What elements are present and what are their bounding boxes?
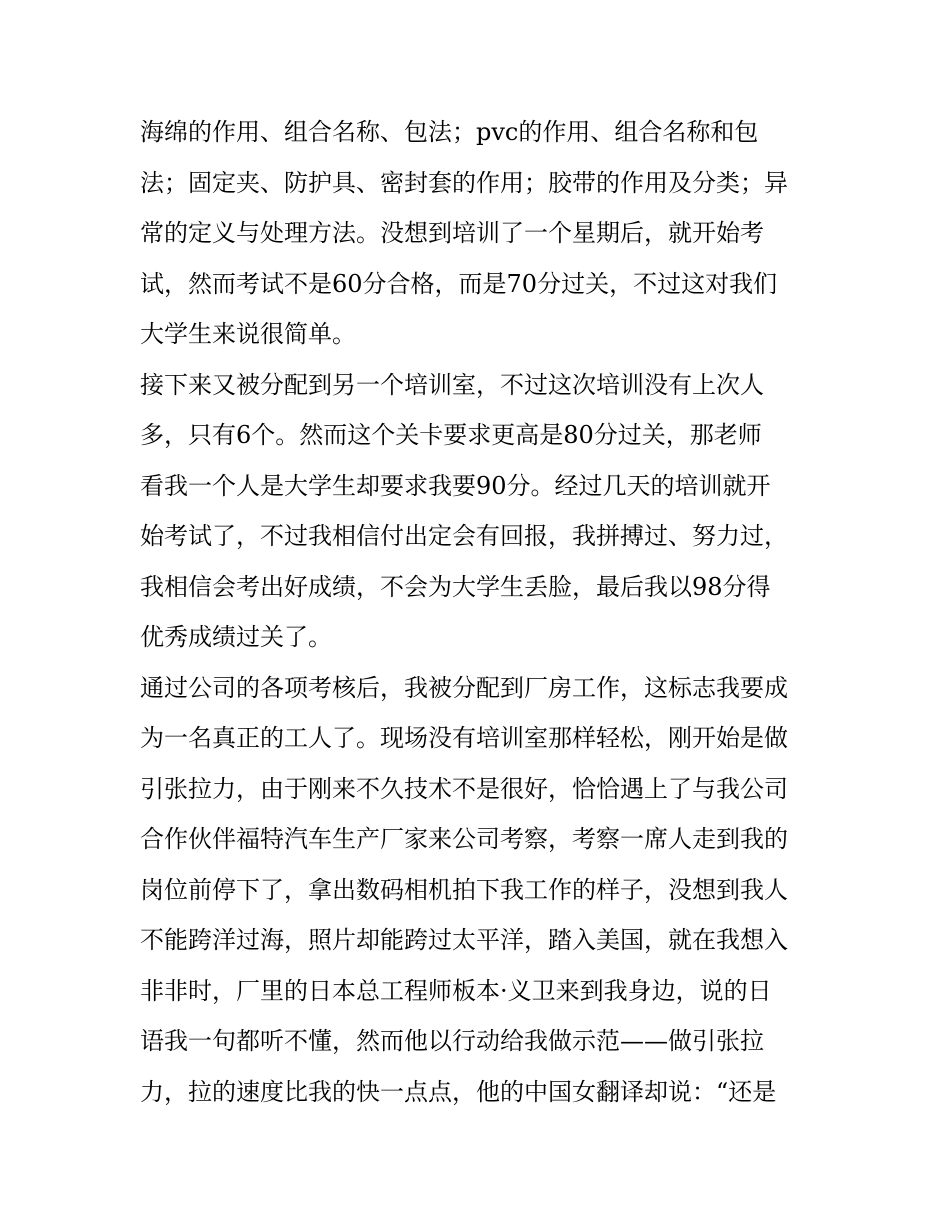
text-line: 非非时，厂里的日本总工程师板本·义卫来到我身边，说的日: [140, 976, 772, 1005]
text-line: 多，只有6个。然而这个关卡要求更高是80分过关，那老师: [140, 421, 762, 449]
text-line: 接下来又被分配到另一个培训室，不过这次培训没有上次人: [140, 370, 764, 399]
text-line: 通过公司的各项考核后，我被分配到厂房工作，这标志我要成: [140, 673, 788, 702]
text-line: 合作伙伴福特汽车生产厂家来公司考察，考察一席人走到我的: [140, 825, 788, 853]
text-line: 我相信会考出好成绩，不会为大学生丢脸，最后我以98分得: [140, 572, 771, 601]
text-line: 不能跨洋过海，照片却能跨过太平洋，踏入美国，就在我想入: [140, 926, 788, 954]
text-line: 看我一个人是大学生却要求我要90分。经过几天的培训就开: [140, 471, 771, 500]
text-line: 语我一句都听不懂，然而他以行动给我做示范——做引张拉: [140, 1027, 764, 1055]
text-line: 大学生来说很简单。: [140, 320, 356, 348]
text-line: 岗位前停下了，拿出数码相机拍下我工作的样子，没想到我人: [140, 875, 788, 904]
text-line: 引张拉力，由于刚来不久技术不是很好，恰恰遇上了与我公司: [140, 774, 788, 803]
text-line: 试，然而考试不是60分合格，而是70分过关，不过这对我们: [140, 269, 778, 298]
text-line: 常的定义与处理方法。没想到培训了一个星期后，就开始考: [140, 219, 764, 247]
text-line: 力，拉的速度比我的快一点点，他的中国女翻译却说：“还是: [140, 1077, 777, 1106]
document-body: [140, 107, 820, 1117]
text-line: 为一名真正的工人了。现场没有培训室那样轻松，刚开始是做: [140, 724, 788, 752]
text-line: 法；固定夹、防护具、密封套的作用；胶带的作用及分类；异: [140, 168, 788, 197]
text-line: 优秀成绩过关了。: [140, 623, 332, 651]
text-line: 始考试了，不过我相信付出定会有回报，我拼搏过、努力过，: [140, 522, 788, 550]
text-line: 海绵的作用、组合名称、包法；pvc的作用、组合名称和包: [140, 118, 759, 146]
